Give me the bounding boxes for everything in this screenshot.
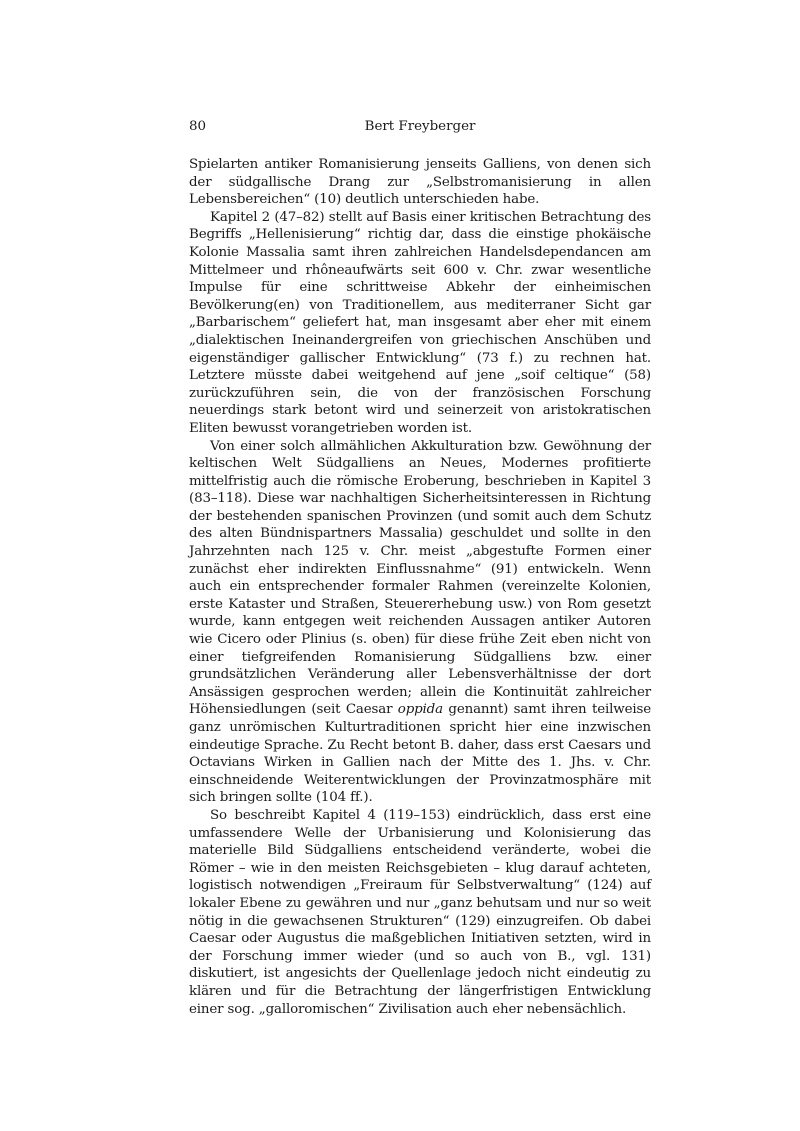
body-text: [189, 156, 651, 1018]
page-number: 80: [189, 119, 207, 134]
running-head-author: Bert Freyberger: [364, 119, 476, 134]
paragraph-1: Spielarten antiker Romanisierung jenseits Galliens, von denen sich der südgallische Drang zur „Selbstromanisierung in allen Lebensbereichen“ (10) deutlich unterschieden habe.: [189, 157, 651, 208]
paragraph-3-text-after: genannt) samt ihren teilweise ganz unrömischen Kulturtraditionen spricht hier eine inzwischen eindeutige Sprache. Zu Recht betont B. daher, dass erst Caesars und Octavians Wirken in Gallien nach der Mitte des 1. Jhs. v. Chr. einschneidende Weiterentwicklungen der Provinzatmosphäre mit sich bringen sollte (104 ff.).: [189, 702, 651, 806]
running-head: [189, 117, 651, 137]
document-page: [189, 117, 651, 1018]
paragraph-4: So beschreibt Kapitel 4 (119–153) eindrücklich, dass erst eine umfassendere Welle der Urbanisierung und Kolonisierung das materielle Bild Südgalliens entscheidend veränderte, wobei die Römer – wie in den meisten Reichsgebieten – klug darauf achteten, logistisch notwendigen „Freiraum für Selbstverwaltung“ (124) auf lokaler Ebene zu gewähren und nur „ganz behutsam und nur so weit nötig in die gewachsenen Strukturen“ (129) einzugreifen. Ob dabei Caesar oder Augustus die maßgeblichen Initiativen setzten, wird in der Forschung immer wieder (und so auch von B., vgl. 131) diskutiert, ist angesichts der Quellenlage jedoch nicht eindeutig zu klären und für die Betrachtung der längerfristigen Entwicklung einer sog. „galloromischen“ Zivilisation auch eher nebensächlich.: [189, 807, 651, 1017]
paragraph-2: Kapitel 2 (47–82) stellt auf Basis einer kritischen Betrachtung des Begriffs „Hellenisierung“ richtig dar, dass die einstige phokäische Kolonie Massalia samt ihren zahlreichen Handelsdependancen am Mittelmeer und rhôneaufwärts seit 600 v. Chr. zwar wesentliche Impulse für eine schrittweise Abkehr der einheimischen Bevölkerung(en) von Traditionellem, aus mediterraner Sicht gar „Barbarischem“ geliefert hat, man insgesamt aber eher mit einem „dialektischen Ineinandergreifen von griechischen Anschüben und eigenständiger gallischer Entwicklung“ (73 f.) zu rechnen hat. Letztere müsste dabei weitgehend auf jene „soif celtique“ (58) zurückzuführen sein, die von der französischen Forschung neuerdings stark betont wird und seinerzeit von aristokratischen Eliten bewusst vorangetrieben worden ist.: [189, 209, 651, 436]
paragraph-3-italic-term: oppida: [397, 702, 443, 718]
paragraph-3-text-before: Von einer solch allmählichen Akkulturation bzw. Gewöhnung der keltischen Welt Südgalliens an Neues, Modernes profitierte mittelfristig auch die römische Eroberung, beschrieben in Kapitel 3 (83–118). Diese war nachhaltigen Sicherheitsinteressen in Richtung der bestehenden spanischen Provinzen (und somit auch dem Schutz des alten Bündnispartners Massalia) geschuldet und sollte in den Jahrzehnten nach 125 v. Chr. meist „abgestufte Formen einer zunächst eher indirekten Einflussnahme“ (91) entwickeln. Wenn auch ein entsprechender formaler Rahmen (vereinzelte Kolonien, erste Kataster und Straßen, Steuererhebung usw.) von Rom gesetzt wurde, kann entgegen weit reichenden Aussagen antiker Autoren wie Cicero oder Plinius (s. oben) für diese frühe Zeit eben nicht von einer tiefgreifenden Romanisierung Südgalliens bzw. einer grundsätzlichen Veränderung aller Lebensverhältnisse der dort Ansässigen gesprochen werden; allein die Kontinuität zahlreicher Höhensiedlungen (seit Caesar: [189, 438, 651, 718]
paragraph-3: [189, 438, 651, 807]
